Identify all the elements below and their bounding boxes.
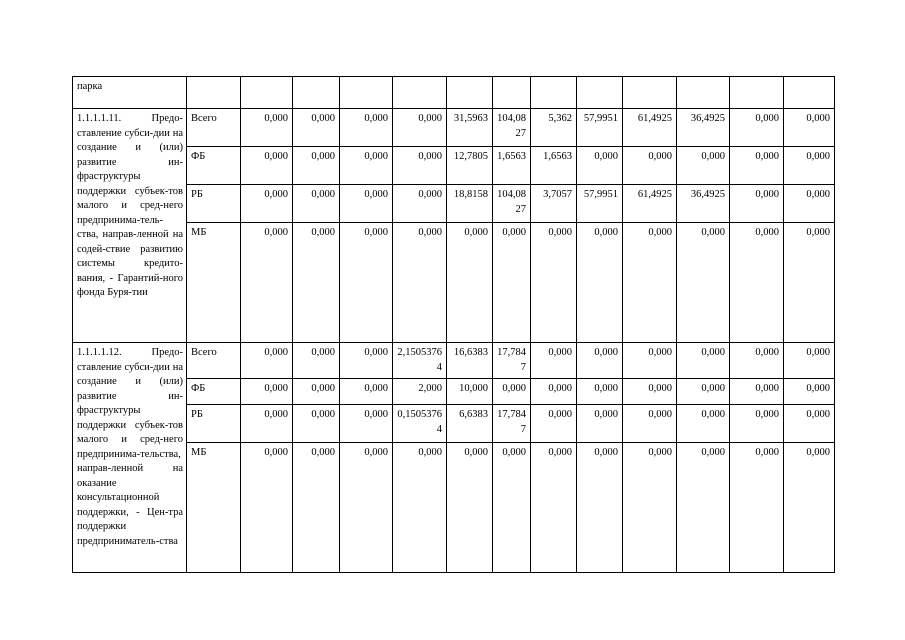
value-cell: 0,000 bbox=[730, 147, 784, 185]
value-cell: 0,000 bbox=[623, 343, 677, 379]
value-cell: 3,7057 bbox=[531, 185, 577, 223]
value-cell: 0,000 bbox=[730, 379, 784, 405]
table-row bbox=[73, 109, 835, 147]
value-cell: 0,000 bbox=[730, 109, 784, 147]
funding-source-cell: ФБ bbox=[187, 379, 241, 405]
value-cell: 0,000 bbox=[493, 443, 531, 573]
value-cell: 0,000 bbox=[577, 343, 623, 379]
value-cell: 6,6383 bbox=[447, 405, 493, 443]
value-cell: 0,000 bbox=[577, 379, 623, 405]
measure-name-cell: 1.1.1.1.12. Предо-ставление субси-дии на создание и (или) развитие ин-фраструктуры поддержки субъек-тов малого и сред-него предпринима-тельства, направ-ленной на оказание консультационной поддержки, - Цен-тра поддержки предприниматель-ства bbox=[73, 343, 187, 573]
funding-source-cell: Всего bbox=[187, 343, 241, 379]
value-cell: 31,5963 bbox=[447, 109, 493, 147]
funding-source-cell: ФБ bbox=[187, 147, 241, 185]
value-cell: 57,9951 bbox=[577, 185, 623, 223]
funding-source-cell: РБ bbox=[187, 185, 241, 223]
value-cell: 0,000 bbox=[340, 185, 393, 223]
value-cell: 17,7847 bbox=[493, 405, 531, 443]
value-cell: 1,6563 bbox=[493, 147, 531, 185]
funding-source-cell: Всего bbox=[187, 109, 241, 147]
row-name-cell: парка bbox=[73, 77, 187, 109]
value-cell: 0,000 bbox=[293, 379, 340, 405]
value-cell: 0,000 bbox=[340, 443, 393, 573]
value-cell: 0,000 bbox=[293, 223, 340, 343]
table-row-header bbox=[73, 77, 835, 109]
value-cell: 12,7805 bbox=[447, 147, 493, 185]
empty-cell bbox=[340, 77, 393, 109]
budget-table bbox=[72, 76, 835, 573]
value-cell: 0,000 bbox=[784, 223, 835, 343]
value-cell: 0,15053764 bbox=[393, 405, 447, 443]
value-cell: 0,000 bbox=[241, 405, 293, 443]
value-cell: 0,000 bbox=[784, 185, 835, 223]
table-row bbox=[73, 185, 835, 223]
value-cell: 0,000 bbox=[340, 405, 393, 443]
value-cell: 0,000 bbox=[730, 443, 784, 573]
value-cell: 2,000 bbox=[393, 379, 447, 405]
value-cell: 0,000 bbox=[340, 223, 393, 343]
value-cell: 0,000 bbox=[677, 343, 730, 379]
value-cell: 0,000 bbox=[784, 343, 835, 379]
value-cell: 0,000 bbox=[340, 343, 393, 379]
measure-name-cell: 1.1.1.1.11. Предо-ставление субси-дии на создание и (или) развитие ин-фраструктуры поддержки субъек-тов малого и сред-него предпринима-тель-ства, направ-ленной на содей-ствие развитию системы кредито-вания, - Гарантий-ного фонда Буря-тии bbox=[73, 109, 187, 343]
value-cell: 0,000 bbox=[241, 379, 293, 405]
value-cell: 0,000 bbox=[784, 443, 835, 573]
value-cell: 0,000 bbox=[241, 185, 293, 223]
value-cell: 0,000 bbox=[577, 405, 623, 443]
empty-cell bbox=[493, 77, 531, 109]
value-cell: 0,000 bbox=[577, 443, 623, 573]
value-cell: 18,8158 bbox=[447, 185, 493, 223]
value-cell: 0,000 bbox=[241, 223, 293, 343]
value-cell: 0,000 bbox=[340, 147, 393, 185]
value-cell: 0,000 bbox=[393, 443, 447, 573]
table-row bbox=[73, 223, 835, 343]
value-cell: 36,4925 bbox=[677, 109, 730, 147]
table-row bbox=[73, 379, 835, 405]
empty-cell bbox=[677, 77, 730, 109]
value-cell: 104,0827 bbox=[493, 185, 531, 223]
empty-cell bbox=[447, 77, 493, 109]
funding-source-cell: МБ bbox=[187, 223, 241, 343]
value-cell: 0,000 bbox=[577, 223, 623, 343]
value-cell: 0,000 bbox=[293, 109, 340, 147]
value-cell: 0,000 bbox=[623, 405, 677, 443]
value-cell: 0,000 bbox=[340, 379, 393, 405]
value-cell: 0,000 bbox=[677, 379, 730, 405]
empty-cell bbox=[531, 77, 577, 109]
value-cell: 57,9951 bbox=[577, 109, 623, 147]
value-cell: 0,000 bbox=[447, 223, 493, 343]
value-cell: 0,000 bbox=[623, 223, 677, 343]
value-cell: 5,362 bbox=[531, 109, 577, 147]
value-cell: 0,000 bbox=[784, 109, 835, 147]
value-cell: 0,000 bbox=[577, 147, 623, 185]
value-cell: 0,000 bbox=[623, 147, 677, 185]
value-cell: 0,000 bbox=[447, 443, 493, 573]
value-cell: 0,000 bbox=[241, 147, 293, 185]
empty-cell bbox=[784, 77, 835, 109]
value-cell: 0,000 bbox=[241, 443, 293, 573]
value-cell: 0,000 bbox=[531, 223, 577, 343]
table-row bbox=[73, 147, 835, 185]
value-cell: 16,6383 bbox=[447, 343, 493, 379]
value-cell: 0,000 bbox=[531, 343, 577, 379]
value-cell: 0,000 bbox=[293, 343, 340, 379]
empty-cell bbox=[241, 77, 293, 109]
value-cell: 0,000 bbox=[730, 223, 784, 343]
value-cell: 0,000 bbox=[393, 185, 447, 223]
value-cell: 0,000 bbox=[340, 109, 393, 147]
empty-cell bbox=[187, 77, 241, 109]
value-cell: 0,000 bbox=[531, 405, 577, 443]
table-body bbox=[73, 77, 835, 573]
value-cell: 0,000 bbox=[241, 109, 293, 147]
empty-cell bbox=[577, 77, 623, 109]
value-cell: 0,000 bbox=[730, 405, 784, 443]
value-cell: 0,000 bbox=[677, 443, 730, 573]
value-cell: 0,000 bbox=[784, 405, 835, 443]
funding-source-cell: РБ bbox=[187, 405, 241, 443]
value-cell: 0,000 bbox=[393, 109, 447, 147]
table-row bbox=[73, 443, 835, 573]
funding-source-cell: МБ bbox=[187, 443, 241, 573]
value-cell: 0,000 bbox=[623, 379, 677, 405]
value-cell: 0,000 bbox=[677, 147, 730, 185]
value-cell: 0,000 bbox=[531, 443, 577, 573]
value-cell: 2,15053764 bbox=[393, 343, 447, 379]
empty-cell bbox=[293, 77, 340, 109]
value-cell: 0,000 bbox=[784, 147, 835, 185]
empty-cell bbox=[623, 77, 677, 109]
value-cell: 17,7847 bbox=[493, 343, 531, 379]
value-cell: 61,4925 bbox=[623, 109, 677, 147]
empty-cell bbox=[393, 77, 447, 109]
empty-cell bbox=[730, 77, 784, 109]
value-cell: 0,000 bbox=[677, 405, 730, 443]
table-row bbox=[73, 343, 835, 379]
value-cell: 0,000 bbox=[293, 185, 340, 223]
value-cell: 0,000 bbox=[493, 223, 531, 343]
value-cell: 10,000 bbox=[447, 379, 493, 405]
value-cell: 36,4925 bbox=[677, 185, 730, 223]
value-cell: 1,6563 bbox=[531, 147, 577, 185]
table-row bbox=[73, 405, 835, 443]
value-cell: 0,000 bbox=[784, 379, 835, 405]
value-cell: 0,000 bbox=[493, 379, 531, 405]
value-cell: 0,000 bbox=[293, 405, 340, 443]
value-cell: 0,000 bbox=[677, 223, 730, 343]
value-cell: 0,000 bbox=[293, 147, 340, 185]
value-cell: 0,000 bbox=[730, 343, 784, 379]
value-cell: 0,000 bbox=[730, 185, 784, 223]
value-cell: 0,000 bbox=[241, 343, 293, 379]
value-cell: 0,000 bbox=[623, 443, 677, 573]
value-cell: 0,000 bbox=[293, 443, 340, 573]
value-cell: 0,000 bbox=[393, 147, 447, 185]
value-cell: 0,000 bbox=[393, 223, 447, 343]
value-cell: 0,000 bbox=[531, 379, 577, 405]
value-cell: 104,0827 bbox=[493, 109, 531, 147]
value-cell: 61,4925 bbox=[623, 185, 677, 223]
